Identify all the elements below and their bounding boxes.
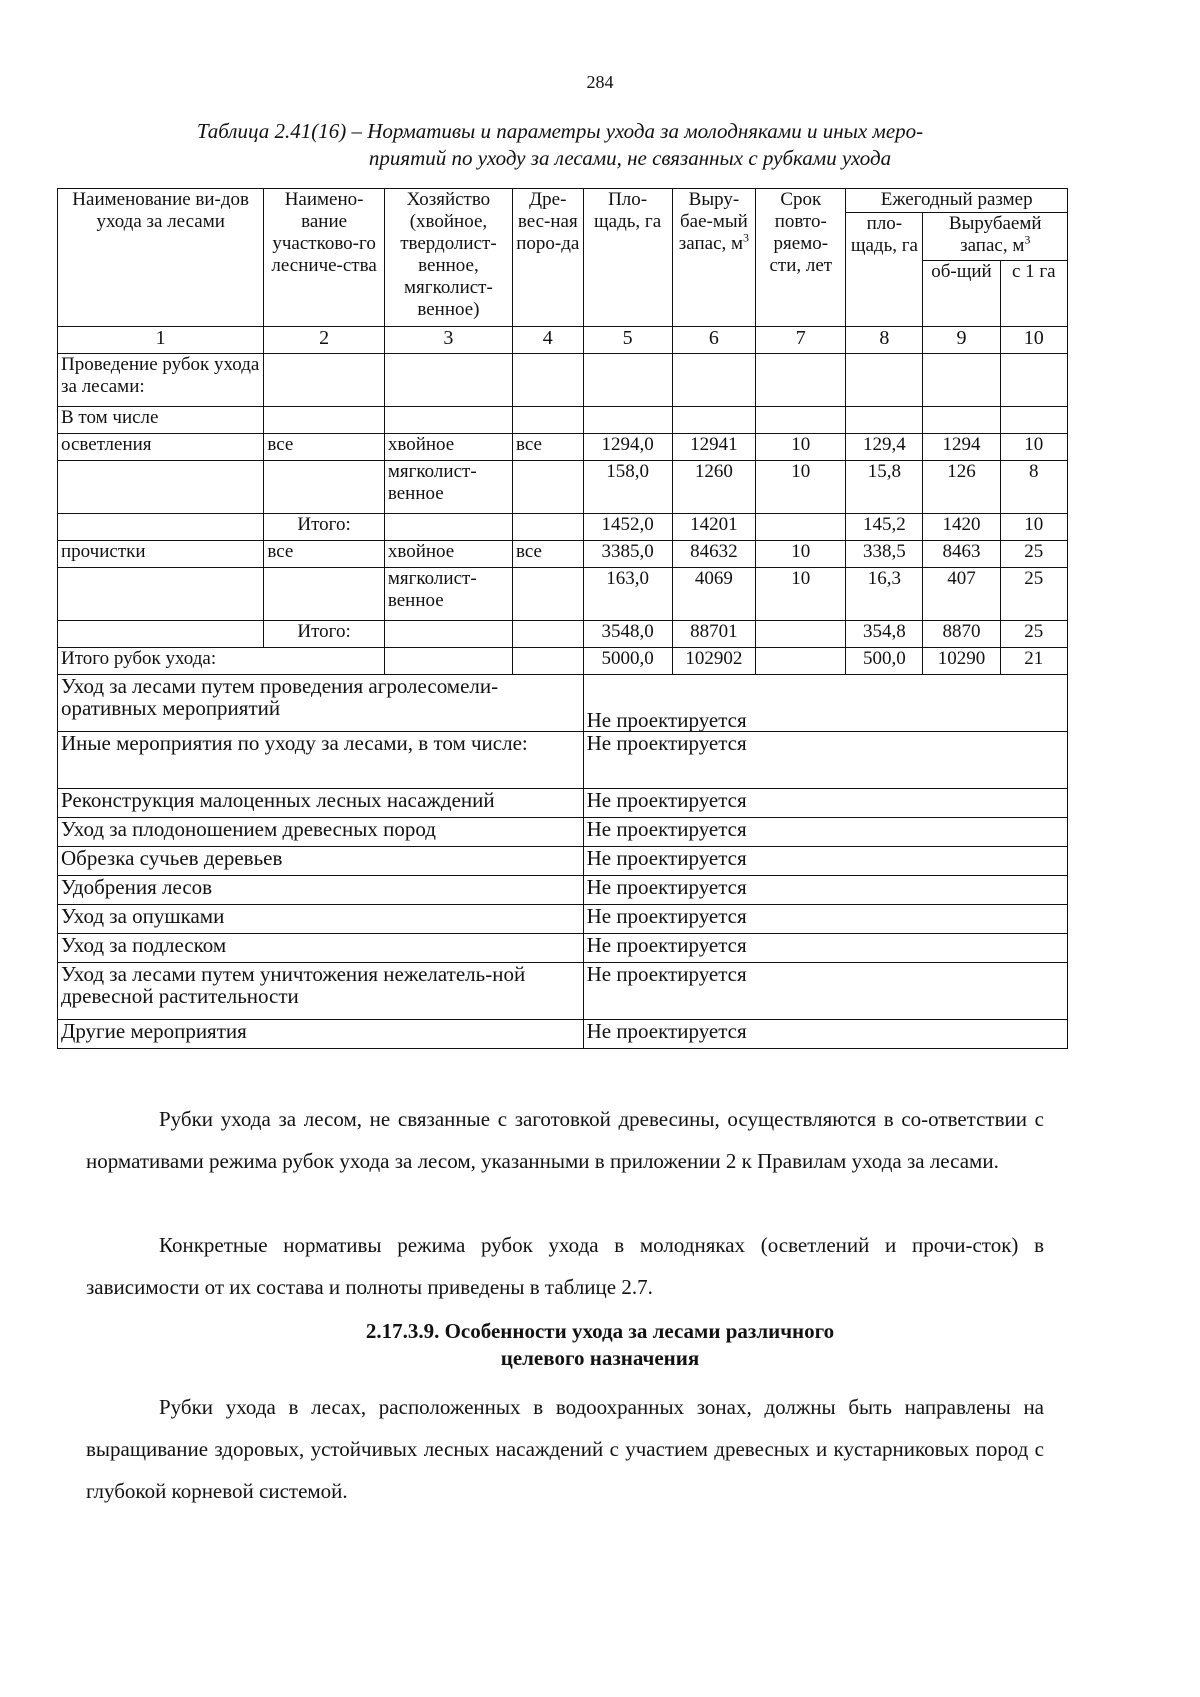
table-row (58, 541, 1068, 568)
section-heading (0, 1318, 1200, 1372)
header-repeat-period: Срок повто-ряемо-сти, лет (756, 189, 846, 327)
header-annual-cut-stock-text: Вырубаемй запас, м (948, 213, 1042, 256)
cell-economy (384, 648, 512, 675)
column-number-row (58, 327, 1068, 354)
activity-name: Другие мероприятия (58, 1020, 584, 1049)
activity-status: Не проектируется (583, 876, 1067, 905)
activity-status: Не проектируется (583, 963, 1067, 1020)
column-number: 8 (846, 327, 923, 354)
cell-cut-stock: 14201 (672, 514, 756, 541)
section-heading-line-1: 2.17.3.9. Особенности ухода за лесами различного (365, 1319, 835, 1343)
cell-care-type (58, 568, 264, 621)
cell-annual-per-ha: 10 (1000, 434, 1067, 461)
activity-status: Не проектируется (583, 905, 1067, 934)
header-cut-stock (672, 189, 756, 327)
activity-name: Иные мероприятия по уходу за лесами, в том числе: (58, 732, 584, 789)
column-number: 4 (513, 327, 584, 354)
activity-name: Уход за плодоношением древесных пород (58, 818, 584, 847)
cell-cut-stock: 4069 (672, 568, 756, 621)
cell-annual-per-ha: 21 (1000, 648, 1067, 675)
cell-species (513, 514, 584, 541)
column-number: 10 (1000, 327, 1067, 354)
paragraph-1: Рубки ухода за лесом, не связанные с заготовкой древесины, осуществляются в со-ответствии с нормативами режима рубок ухода за лесом, указанными в приложении 2 к Правилам ухода за лесами. (86, 1107, 1044, 1173)
cell-cut-stock: 102902 (672, 648, 756, 675)
cell-area: 1452,0 (583, 514, 672, 541)
table-row (58, 434, 1068, 461)
activity-status: Не проектируется (583, 675, 1067, 732)
cell-species: все (513, 541, 584, 568)
activity-status: Не проектируется (583, 818, 1067, 847)
cell-cut-stock: 84632 (672, 541, 756, 568)
paragraph-3: Рубки ухода в лесах, расположенных в водоохранных зонах, должны быть направлены на выращивание здоровых, устойчивых лесных насаждений с участием древесных и кустарниковых пород с глубокой корневой системой. (86, 1395, 1044, 1503)
cell-area: 158,0 (583, 461, 672, 514)
activity-row (58, 789, 1068, 818)
page-number: 284 (586, 72, 614, 92)
cell-annual-per-ha: 10 (1000, 514, 1067, 541)
cell-annual-per-ha: 25 (1000, 541, 1067, 568)
cell-repeat (756, 407, 846, 434)
cell-annual-total: 1420 (923, 514, 1000, 541)
table-row (58, 514, 1068, 541)
header-cut-stock-sup: 3 (743, 230, 750, 245)
cell-repeat (756, 621, 846, 648)
header-cut-stock-text: Выру-бае-мый запас, м (678, 189, 748, 254)
cell-annual-total: 8870 (923, 621, 1000, 648)
cell-annual-per-ha: 25 (1000, 621, 1067, 648)
cell-care-type: Проведение рубок ухода за лесами: (58, 354, 264, 407)
cell-cut-stock: 1260 (672, 461, 756, 514)
activity-status: Не проектируется (583, 934, 1067, 963)
table-row (58, 621, 1068, 648)
activity-row (58, 847, 1068, 876)
cell-area (583, 354, 672, 407)
table-row-total (58, 648, 1068, 675)
cell-species (513, 568, 584, 621)
cell-species (513, 354, 584, 407)
cell-district (264, 461, 385, 514)
cell-care-type (58, 621, 264, 648)
cell-annual-area (846, 407, 923, 434)
header-annual-size: Ежегодный размер (846, 189, 1068, 213)
cell-economy (384, 621, 512, 648)
header-total: об-щий (923, 261, 1000, 327)
cell-annual-per-ha: 8 (1000, 461, 1067, 514)
cell-annual-total (923, 354, 1000, 407)
caption-line-2: приятий по уходу за лесами, не связанных с рубками ухода (368, 146, 892, 170)
cell-district: все (264, 541, 385, 568)
cell-area: 3548,0 (583, 621, 672, 648)
activity-status: Не проектируется (583, 732, 1067, 789)
cell-area: 3385,0 (583, 541, 672, 568)
cell-species (513, 407, 584, 434)
table-row (58, 461, 1068, 514)
cell-repeat: 10 (756, 541, 846, 568)
column-number: 5 (583, 327, 672, 354)
cell-care-type: Итого рубок ухода: (58, 648, 385, 675)
cell-district: Итого: (264, 514, 385, 541)
cell-annual-per-ha: 25 (1000, 568, 1067, 621)
activity-status: Не проектируется (583, 1020, 1067, 1049)
header-care-type: Наименование ви-дов ухода за лесами (58, 189, 264, 327)
cell-annual-area (846, 354, 923, 407)
cell-repeat (756, 514, 846, 541)
activity-status: Не проектируется (583, 847, 1067, 876)
column-number: 2 (264, 327, 385, 354)
cell-species: все (513, 434, 584, 461)
cell-area: 163,0 (583, 568, 672, 621)
activity-name: Уход за лесами путем проведения агролесомели-оративных мероприятий (58, 675, 584, 732)
table-row (58, 354, 1068, 407)
cell-repeat: 10 (756, 461, 846, 514)
cell-care-type: В том числе (58, 407, 264, 434)
cell-annual-area: 145,2 (846, 514, 923, 541)
cell-repeat (756, 354, 846, 407)
caption-line-1: Таблица 2.41(16) – Нормативы и параметры ухода за молодняками и иных меро- (196, 119, 924, 143)
cell-annual-total: 126 (923, 461, 1000, 514)
cell-economy: хвойное (384, 434, 512, 461)
cell-repeat (756, 648, 846, 675)
cell-district: Итого: (264, 621, 385, 648)
column-number: 1 (58, 327, 264, 354)
header-annual-cut-stock-sup: 3 (1024, 232, 1031, 247)
cell-cut-stock: 88701 (672, 621, 756, 648)
activity-row (58, 1020, 1068, 1049)
activity-row (58, 905, 1068, 934)
activity-name: Обрезка сучьев деревьев (58, 847, 584, 876)
cell-economy: мягколист-венное (384, 461, 512, 514)
cell-annual-area: 16,3 (846, 568, 923, 621)
cell-annual-area: 338,5 (846, 541, 923, 568)
cell-economy (384, 407, 512, 434)
cell-cut-stock: 12941 (672, 434, 756, 461)
section-heading-line-2: целевого назначения (500, 1346, 700, 1370)
header-annual-cut-stock (923, 213, 1068, 261)
activity-name: Реконструкция малоценных лесных насаждений (58, 789, 584, 818)
cell-species (513, 648, 584, 675)
activity-name: Удобрения лесов (58, 876, 584, 905)
cell-economy: хвойное (384, 541, 512, 568)
cell-repeat: 10 (756, 434, 846, 461)
activity-name: Уход за опушками (58, 905, 584, 934)
cell-species (513, 621, 584, 648)
activity-row (58, 876, 1068, 905)
activity-row (58, 818, 1068, 847)
cell-annual-total: 407 (923, 568, 1000, 621)
header-area: Пло-щадь, га (583, 189, 672, 327)
column-number: 3 (384, 327, 512, 354)
cell-district (264, 568, 385, 621)
cell-area: 1294,0 (583, 434, 672, 461)
cell-annual-per-ha (1000, 354, 1067, 407)
cell-annual-area: 15,8 (846, 461, 923, 514)
cell-district (264, 354, 385, 407)
cell-species (513, 461, 584, 514)
activity-row (58, 732, 1068, 789)
header-economy: Хозяйство (хвойное, твердолист-венное, мягколист-венное) (384, 189, 512, 327)
activity-status: Не проектируется (583, 789, 1067, 818)
cell-repeat: 10 (756, 568, 846, 621)
header-annual-area: пло-щадь, га (846, 213, 923, 327)
cell-annual-total: 1294 (923, 434, 1000, 461)
cell-cut-stock (672, 354, 756, 407)
table-row (58, 407, 1068, 434)
cell-annual-area: 354,8 (846, 621, 923, 648)
cell-care-type (58, 514, 264, 541)
cell-area: 5000,0 (583, 648, 672, 675)
cell-care-type: прочистки (58, 541, 264, 568)
activity-name: Уход за лесами путем уничтожения нежелатель-ной древесной растительности (58, 963, 584, 1020)
activity-row (58, 934, 1068, 963)
activity-row (58, 963, 1068, 1020)
column-number: 6 (672, 327, 756, 354)
activity-row (58, 675, 1068, 732)
cell-care-type: осветления (58, 434, 264, 461)
paragraph-2: Конкретные нормативы режима рубок ухода в молодняках (осветлений и прочи-сток) в зависимости от их состава и полноты приведены в таблице 2.7. (86, 1233, 1044, 1299)
cell-economy (384, 354, 512, 407)
cell-annual-total: 10290 (923, 648, 1000, 675)
table-row (58, 568, 1068, 621)
column-number: 9 (923, 327, 1000, 354)
header-district: Наимено-вание участково-го лесниче-ства (264, 189, 385, 327)
table-caption (60, 118, 1060, 172)
header-tree-species: Дре-вес-ная поро-да (513, 189, 584, 327)
cell-district (264, 407, 385, 434)
cell-annual-area: 500,0 (846, 648, 923, 675)
cell-economy: мягколист-венное (384, 568, 512, 621)
cell-annual-per-ha (1000, 407, 1067, 434)
cell-economy (384, 514, 512, 541)
norms-table (57, 188, 1068, 1049)
cell-annual-total (923, 407, 1000, 434)
column-number: 7 (756, 327, 846, 354)
cell-cut-stock (672, 407, 756, 434)
cell-care-type (58, 461, 264, 514)
activity-name: Уход за подлеском (58, 934, 584, 963)
header-per-ha: с 1 га (1000, 261, 1067, 327)
cell-area (583, 407, 672, 434)
cell-annual-area: 129,4 (846, 434, 923, 461)
cell-annual-total: 8463 (923, 541, 1000, 568)
cell-district: все (264, 434, 385, 461)
